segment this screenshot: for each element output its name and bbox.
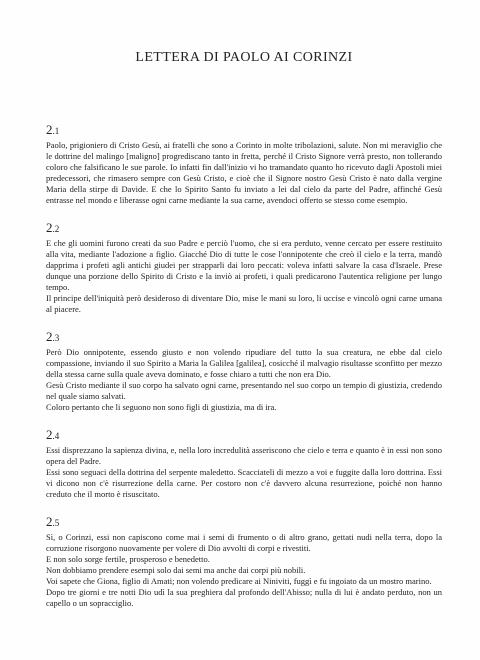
section-2-2: [46, 220, 442, 315]
section-heading: [46, 427, 442, 444]
section-2-4: [46, 427, 442, 500]
section-heading: [46, 329, 442, 346]
verse-number: .1: [52, 126, 60, 136]
chapter-number: 2: [46, 427, 53, 442]
section-2-1: [46, 122, 442, 206]
paragraph: E non solo sorge fertile, prosperoso e benedetto.: [46, 554, 210, 564]
paragraph: Però Dio onnipotente, essendo giusto e non volendo ripudiare del tutto la sua creatura, ne ebbe dal cielo compassione, inviando il suo Spirito a Maria la Galilea [galilea], cosicché il malvagio risultasse sconfitto per mezzo della stessa carne sulla quale aveva dominato, e fosse chiaro a tutti che non era Dio.: [46, 347, 442, 379]
section-2-5: [46, 514, 442, 609]
chapter-number: 2: [46, 329, 53, 344]
paragraph: Essi disprezzano la sapienza divina, e, nella loro incredulità asseriscono che cielo e terra e quanto è in essi non sono opera del Padre.: [46, 445, 442, 466]
section-heading: [46, 514, 442, 531]
paragraph: Sì, o Corinzi, essi non capiscono come mai i semi di frumento o di altro grano, gettati nudi nella terra, dopo la corruzione risorgono nuovamente per volere di Dio avvolti di corpi e rivestiti.: [46, 532, 442, 553]
document-title: LETTERA DI PAOLO AI CORINZI: [135, 50, 353, 65]
chapter-number: 2: [46, 220, 53, 235]
verse-number: .3: [52, 333, 60, 343]
verse-number: .2: [52, 224, 60, 234]
paragraph: Dopo tre giorni e tre notti Dio udì la sua preghiera dal profondo dell'Abisso; nulla di lui è andato perduto, non un capello o un sopracciglio.: [46, 587, 442, 608]
section-heading: [46, 220, 442, 237]
paragraph: E che gli uomini furono creati da suo Padre e perciò l'uomo, che si era perduto, venne cercato per essere restituito alla vita, mediante l'adozione a figlio. Giacché Dio di tutte le cose l'onnipotente che creò il cielo e la terra, mandò dapprima i profeti agli antichi giudei per strapparli dai loro peccati: voleva infatti salvare la casa d'Israele. Prese dunque una porzione dello Spirito di Cristo e la inviò ai profeti, i quali predicarono l'autentica religione per lungo tempo.: [46, 238, 442, 292]
section-heading: [46, 122, 442, 139]
paragraph: Il principe dell'iniquità però desideroso di diventare Dio, mise le mani su loro, li uccise e vincolò ogni carne umana al piacere.: [46, 293, 442, 314]
paragraph: Essi sono seguaci della dottrina del serpente maledetto. Scacciateli di mezzo a voi e fuggite dalla loro dottrina. Essi vi dicono non c'è risurrezione della carne. Per costoro non c'è davvero alcuna resurrezione, poiché non hanno creduto che il morto è risuscitato.: [46, 467, 442, 499]
paragraph: Coloro pertanto che li seguono non sono figli di giustizia, ma di ira.: [46, 402, 277, 412]
paragraph: Paolo, prigioniero di Cristo Gesù, ai fratelli che sono a Corinto in molte tribolazioni, salute. Non mi meraviglio che le dottrine del malingo [maligno] progrediscano tanto in fretta, perché il Cristo Signore verrà presto, non tollerando coloro che falsificano le sue parole. Io infatti fin dall'inizio vi ho tramandato quanto ho ricevuto dagli Apostoli miei predecessori, che rimasero sempre con Gesù Cristo, e cioè che il Signore nostro Gesù Cristo è nato dalla vergine Maria della stirpe di Davide. E che lo Spirito Santo fu inviato a lei dal cielo da parte del Padre, affinché Gesù entrasse nel mondo e liberasse ogni carne mediante la sua carne, avendoci offerto se stesso come esempio.: [46, 140, 442, 205]
section-2-3: [46, 329, 442, 413]
paragraph: Voi sapete che Giona, figlio di Amati; non volendo predicare ai Niniviti, fuggì e fu ingoiato da un mostro marino.: [46, 576, 432, 586]
paragraph: Gesù Cristo mediante il suo corpo ha salvato ogni carne, presentando nel suo corpo un tempio di giustizia, credendo nel quale siamo salvati.: [46, 380, 442, 401]
verse-number: .4: [52, 431, 60, 441]
verse-number: .5: [52, 518, 60, 528]
chapter-number: 2: [46, 514, 53, 529]
paragraph: Non dobbiamo prendere esempi solo dai semi ma anche dai corpi più nobili.: [46, 565, 306, 575]
chapter-number: 2: [46, 122, 53, 137]
